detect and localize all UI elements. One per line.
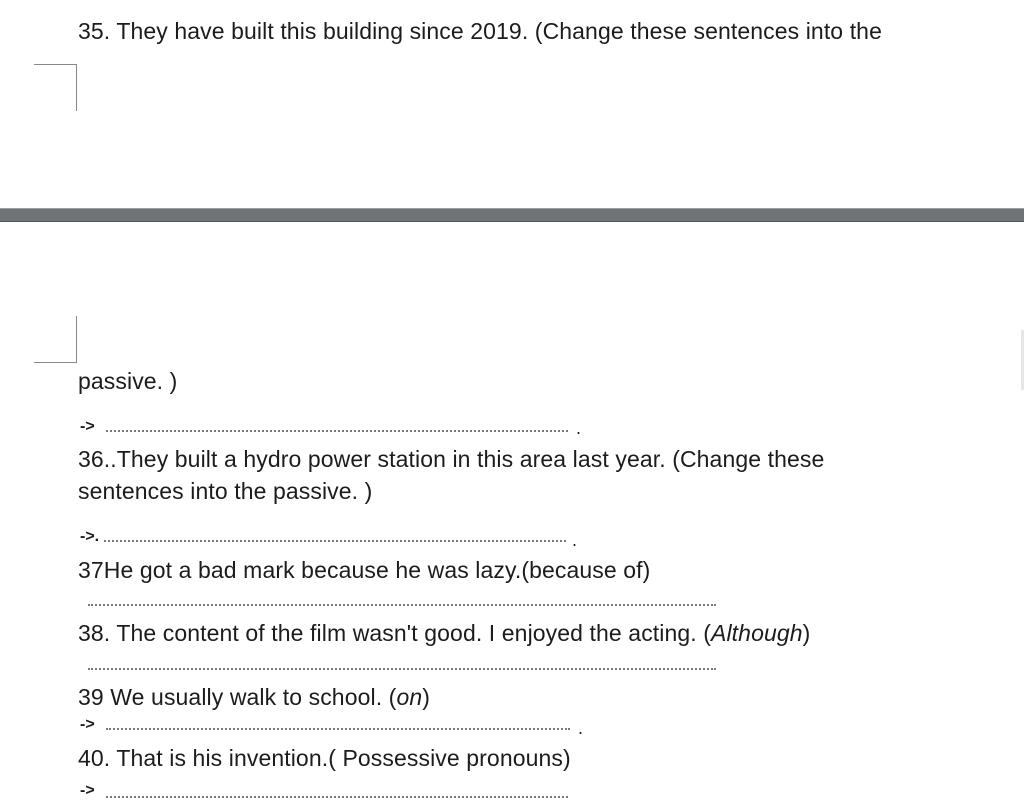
question-35-continuation: passive. ) (78, 368, 178, 394)
crop-mark-top (34, 64, 77, 111)
question-39-hint: on (396, 684, 423, 710)
question-36-text-line2: sentences into the passive. ) (78, 478, 373, 504)
question-40-answer-line[interactable] (106, 796, 568, 798)
question-37-text: 37He got a bad mark because he was lazy.(because of) (78, 557, 651, 583)
question-39-end-mark: . (578, 718, 584, 738)
question-36-text-line1: 36..They built a hydro power station in this area last year. (Change these (78, 446, 825, 472)
question-35-arrow: -> (80, 418, 95, 435)
crop-mark-bottom (34, 316, 77, 363)
question-36-end-mark: . (572, 530, 578, 550)
question-39-arrow: -> (80, 716, 95, 733)
question-39-main: 39 We usually walk to school. ( (78, 684, 397, 710)
question-36-arrow: ->. (80, 528, 100, 545)
page-break-divider (0, 208, 1024, 222)
question-40-arrow: -> (80, 782, 95, 799)
question-35-answer-line[interactable] (106, 430, 568, 432)
question-36-answer-line[interactable] (104, 540, 566, 542)
question-35-end-mark: . (576, 418, 582, 438)
question-39-close: ) (422, 684, 430, 710)
question-38-answer-line[interactable] (88, 668, 716, 670)
question-40-text: 40. That is his invention.( Possessive pronouns) (78, 745, 571, 771)
question-38-text (78, 620, 810, 647)
question-39-text (78, 684, 430, 711)
question-38-hint: Although (711, 620, 803, 646)
question-38-main: 38. The content of the film wasn't good. I enjoyed the acting. ( (78, 620, 712, 646)
question-37-answer-line[interactable] (88, 604, 716, 606)
question-35-text: 35. They have built this building since 2019. (Change these sentences into the (78, 18, 882, 44)
question-38-close: ) (802, 620, 811, 646)
question-39-answer-line[interactable] (106, 728, 570, 730)
